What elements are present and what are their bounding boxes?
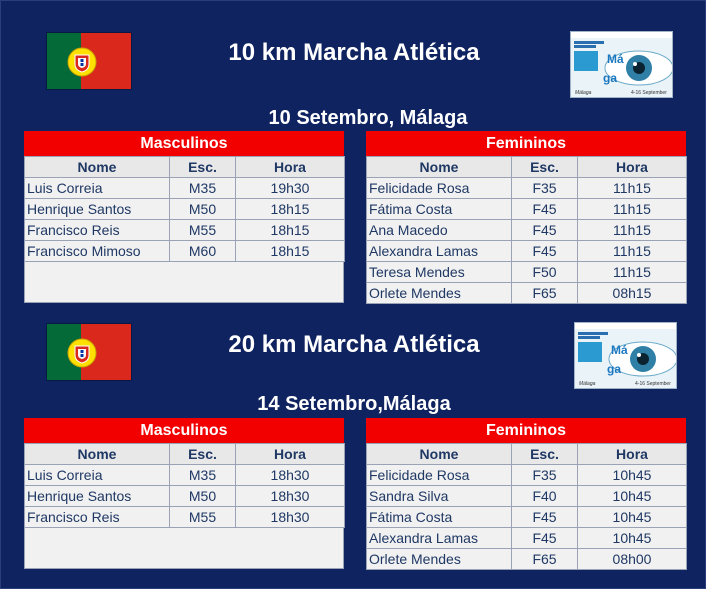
table-row — [25, 486, 345, 507]
athlete-name: Alexandra Lamas — [367, 528, 512, 549]
table-row — [367, 241, 687, 262]
start-time: 11h15 — [578, 220, 687, 241]
poster-brand: Málaga — [579, 381, 596, 387]
column-header-time: Hora — [236, 444, 345, 465]
table-row — [367, 549, 687, 570]
table-row — [367, 262, 687, 283]
athlete-name: Fátima Costa — [367, 507, 512, 528]
table-row — [25, 241, 345, 262]
athlete-name: Teresa Mendes — [367, 262, 512, 283]
women-header: Femininos — [366, 418, 686, 443]
portugal-flag-icon — [46, 32, 132, 90]
women-table — [366, 443, 687, 570]
start-time: 18h30 — [236, 507, 345, 528]
start-time: 10h45 — [578, 486, 687, 507]
start-time: 18h30 — [236, 465, 345, 486]
malaga-poster-image — [570, 31, 673, 98]
malaga-poster-image — [574, 322, 677, 389]
men-results-panel — [24, 131, 344, 303]
start-time: 18h15 — [236, 199, 345, 220]
table-row — [367, 178, 687, 199]
table-row — [25, 507, 345, 528]
poster-main-text: Má — [607, 52, 624, 66]
start-time: 19h30 — [236, 178, 345, 199]
athlete-name: Luis Correia — [25, 178, 170, 199]
column-header-name: Nome — [367, 157, 512, 178]
start-time: 18h15 — [236, 220, 345, 241]
athlete-category: M35 — [170, 465, 236, 486]
table-row — [25, 465, 345, 486]
start-time: 08h00 — [578, 549, 687, 570]
start-time: 10h45 — [578, 528, 687, 549]
athlete-name: Francisco Reis — [25, 507, 170, 528]
column-header-time: Hora — [578, 157, 687, 178]
athlete-name: Ana Macedo — [367, 220, 512, 241]
table-row — [367, 199, 687, 220]
poster-sub-text: ga — [603, 71, 618, 85]
column-header-name: Nome — [25, 157, 170, 178]
poster-dates: 4-16 September — [631, 90, 667, 96]
athlete-category: M55 — [170, 507, 236, 528]
poster-dates: 4-16 September — [635, 381, 671, 387]
women-header: Femininos — [366, 131, 686, 156]
men-table — [24, 156, 345, 262]
athlete-category: M50 — [170, 486, 236, 507]
event-date: 10 Setembro, Málaga — [268, 107, 468, 129]
athlete-name: Sandra Silva — [367, 486, 512, 507]
column-header-name: Nome — [367, 444, 512, 465]
athlete-name: Felicidade Rosa — [367, 178, 512, 199]
athlete-category: F65 — [512, 283, 578, 304]
start-time: 18h30 — [236, 486, 345, 507]
men-results-panel — [24, 418, 344, 569]
table-row — [25, 178, 345, 199]
column-header-time: Hora — [236, 157, 345, 178]
event-title: 10 km Marcha Atlética — [228, 39, 480, 66]
men-header: Masculinos — [24, 418, 344, 443]
athlete-category: F45 — [512, 220, 578, 241]
start-time: 18h15 — [236, 241, 345, 262]
athlete-name: Luis Correia — [25, 465, 170, 486]
table-row — [367, 283, 687, 304]
table-row — [367, 220, 687, 241]
start-time: 11h15 — [578, 262, 687, 283]
athlete-name: Henrique Santos — [25, 486, 170, 507]
women-results-panel — [366, 131, 686, 304]
column-header-category: Esc. — [170, 157, 236, 178]
athlete-category: F45 — [512, 507, 578, 528]
column-header-name: Nome — [25, 444, 170, 465]
start-time: 11h15 — [578, 178, 687, 199]
column-header-category: Esc. — [170, 444, 236, 465]
athlete-name: Henrique Santos — [25, 199, 170, 220]
men-table — [24, 443, 345, 528]
athlete-category: M55 — [170, 220, 236, 241]
start-time: 10h45 — [578, 465, 687, 486]
athlete-category: F35 — [512, 465, 578, 486]
athlete-category: M60 — [170, 241, 236, 262]
table-row — [25, 199, 345, 220]
empty-area — [24, 528, 344, 569]
start-time: 11h15 — [578, 199, 687, 220]
women-results-panel — [366, 418, 686, 570]
athlete-category: F40 — [512, 486, 578, 507]
poster-main-text: Má — [611, 343, 628, 357]
poster-brand: Málaga — [575, 90, 592, 96]
column-header-category: Esc. — [512, 157, 578, 178]
table-row — [367, 507, 687, 528]
athlete-name: Alexandra Lamas — [367, 241, 512, 262]
athlete-name: Orlete Mendes — [367, 283, 512, 304]
athlete-name: Felicidade Rosa — [367, 465, 512, 486]
men-header: Masculinos — [24, 131, 344, 156]
start-time: 08h15 — [578, 283, 687, 304]
table-row — [25, 220, 345, 241]
athlete-category: F65 — [512, 549, 578, 570]
table-row — [367, 528, 687, 549]
athlete-category: F45 — [512, 199, 578, 220]
table-row — [367, 465, 687, 486]
athlete-category: F35 — [512, 178, 578, 199]
women-table — [366, 156, 687, 304]
athlete-category: F50 — [512, 262, 578, 283]
empty-area — [24, 262, 344, 303]
athlete-category: M50 — [170, 199, 236, 220]
portugal-flag-icon — [46, 323, 132, 381]
event-date: 14 Setembro,Málaga — [257, 393, 451, 415]
athlete-category: F45 — [512, 528, 578, 549]
athlete-category: M35 — [170, 178, 236, 199]
athlete-name: Francisco Mimoso — [25, 241, 170, 262]
event-title: 20 km Marcha Atlética — [228, 331, 480, 358]
athlete-category: F45 — [512, 241, 578, 262]
column-header-category: Esc. — [512, 444, 578, 465]
start-time: 10h45 — [578, 507, 687, 528]
column-header-time: Hora — [578, 444, 687, 465]
athlete-name: Orlete Mendes — [367, 549, 512, 570]
table-row — [367, 486, 687, 507]
poster-sub-text: ga — [607, 362, 622, 376]
athlete-name: Francisco Reis — [25, 220, 170, 241]
start-time: 11h15 — [578, 241, 687, 262]
athlete-name: Fátima Costa — [367, 199, 512, 220]
